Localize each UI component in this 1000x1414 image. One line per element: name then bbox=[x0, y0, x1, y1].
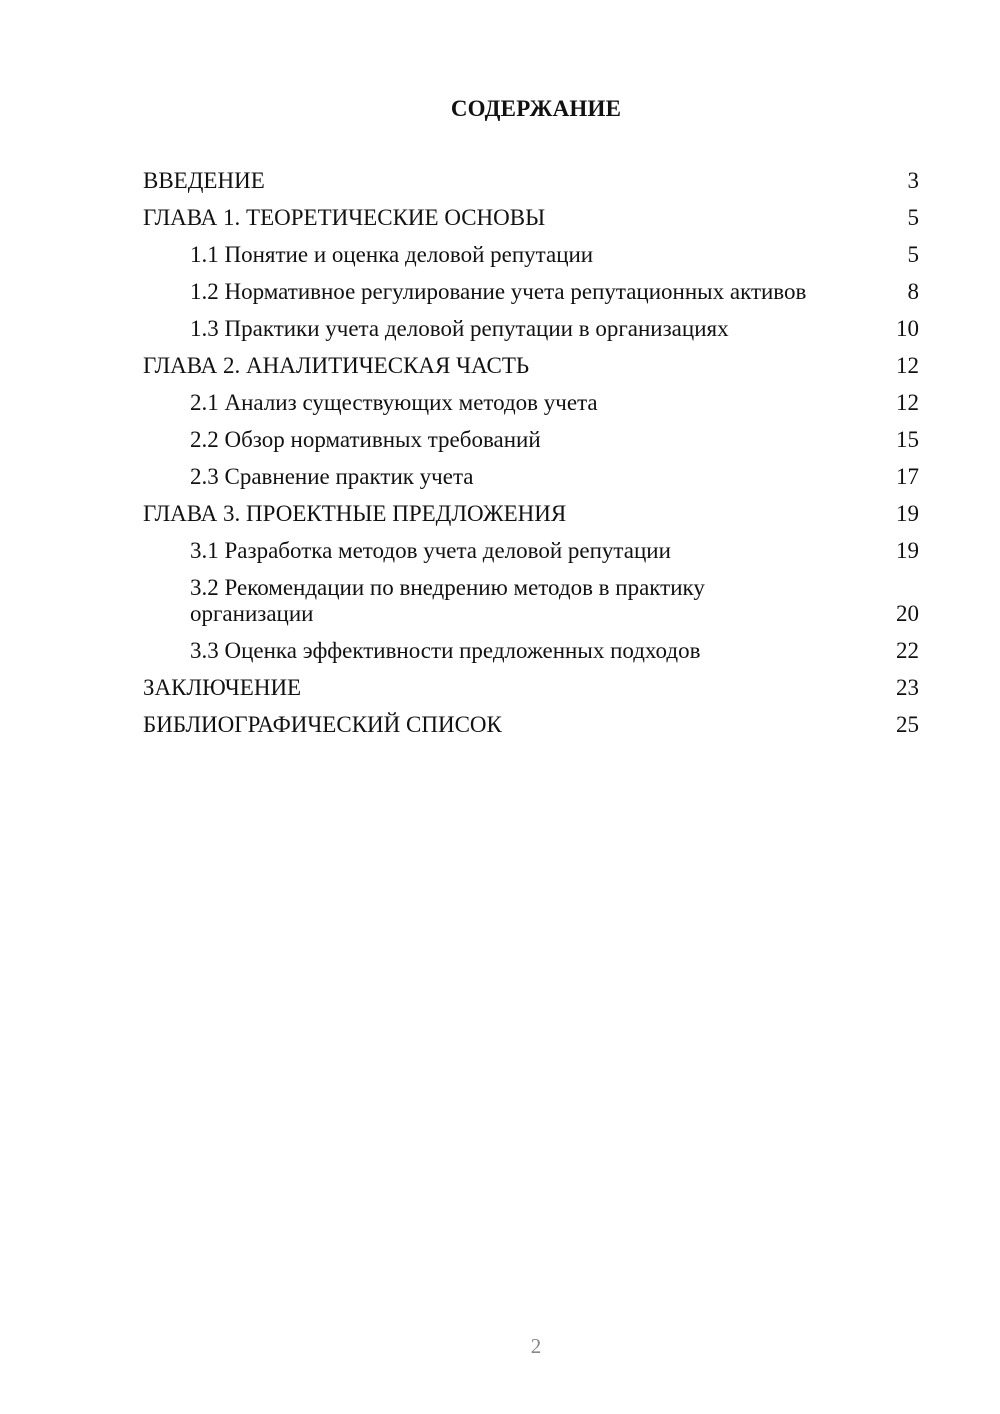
toc-entry-page: 22 bbox=[896, 638, 919, 663]
toc-entry-label: ВВЕДЕНИЕ bbox=[143, 168, 265, 193]
toc-entry-label: 1.2 Нормативное регулирование учета репутационных активов bbox=[190, 279, 807, 304]
toc-subentry bbox=[143, 242, 919, 268]
toc-entry-label: 3.3 Оценка эффективности предложенных подходов bbox=[190, 638, 701, 663]
toc-entry-page: 3 bbox=[907, 168, 919, 193]
toc-entry-label: 2.3 Сравнение практик учета bbox=[190, 464, 474, 489]
toc-entry-page: 8 bbox=[907, 279, 919, 304]
toc-subentry bbox=[143, 538, 919, 564]
toc-entry-label: 3.1 Разработка методов учета деловой репутации bbox=[190, 538, 671, 563]
toc-entry bbox=[143, 168, 919, 194]
toc-entry bbox=[143, 675, 919, 701]
toc-title: СОДЕРЖАНИЕ bbox=[450, 96, 622, 121]
toc-entry-label: ГЛАВА 3. ПРОЕКТНЫЕ ПРЕДЛОЖЕНИЯ bbox=[143, 501, 567, 526]
toc-subentry bbox=[143, 390, 919, 416]
toc-entry-page: 17 bbox=[896, 464, 919, 489]
toc-subentry bbox=[143, 316, 919, 342]
toc-entry-label: 1.3 Практики учета деловой репутации в организациях bbox=[190, 316, 729, 341]
toc-entry-page: 10 bbox=[896, 316, 919, 341]
table-of-contents bbox=[143, 168, 919, 749]
toc-entry bbox=[143, 712, 919, 738]
toc-entry-page: 25 bbox=[896, 712, 919, 737]
toc-entry bbox=[143, 205, 919, 231]
toc-subentry bbox=[143, 427, 919, 453]
toc-entry-page: 5 bbox=[907, 205, 919, 230]
page-number: 2 bbox=[530, 1334, 542, 1358]
toc-entry bbox=[143, 501, 919, 527]
toc-entry-label: ЗАКЛЮЧЕНИЕ bbox=[143, 675, 302, 700]
toc-entry bbox=[143, 353, 919, 379]
toc-entry-label: БИБЛИОГРАФИЧЕСКИЙ СПИСОК bbox=[143, 712, 502, 737]
toc-entry-page: 20 bbox=[896, 601, 919, 626]
toc-entry-label: 3.2 Рекомендации по внедрению методов в практику организации bbox=[190, 575, 705, 626]
toc-entry-page: 19 bbox=[896, 501, 919, 526]
toc-entry-page: 15 bbox=[896, 427, 919, 452]
toc-entry-page: 12 bbox=[896, 390, 919, 415]
toc-entry-page: 5 bbox=[907, 242, 919, 267]
toc-entry-label: 1.1 Понятие и оценка деловой репутации bbox=[190, 242, 594, 267]
toc-subentry bbox=[143, 638, 919, 664]
toc-entry-label: 2.1 Анализ существующих методов учета bbox=[190, 390, 598, 415]
toc-entry-page: 12 bbox=[896, 353, 919, 378]
toc-subentry bbox=[143, 575, 919, 627]
toc-entry-label: ГЛАВА 1. ТЕОРЕТИЧЕСКИЕ ОСНОВЫ bbox=[143, 205, 546, 230]
toc-entry-label: ГЛАВА 2. АНАЛИТИЧЕСКАЯ ЧАСТЬ bbox=[143, 353, 530, 378]
toc-entry-page: 23 bbox=[896, 675, 919, 700]
toc-entry-label: 2.2 Обзор нормативных требований bbox=[190, 427, 541, 452]
toc-subentry bbox=[143, 464, 919, 490]
toc-subentry bbox=[143, 279, 919, 305]
toc-entry-page: 19 bbox=[896, 538, 919, 563]
